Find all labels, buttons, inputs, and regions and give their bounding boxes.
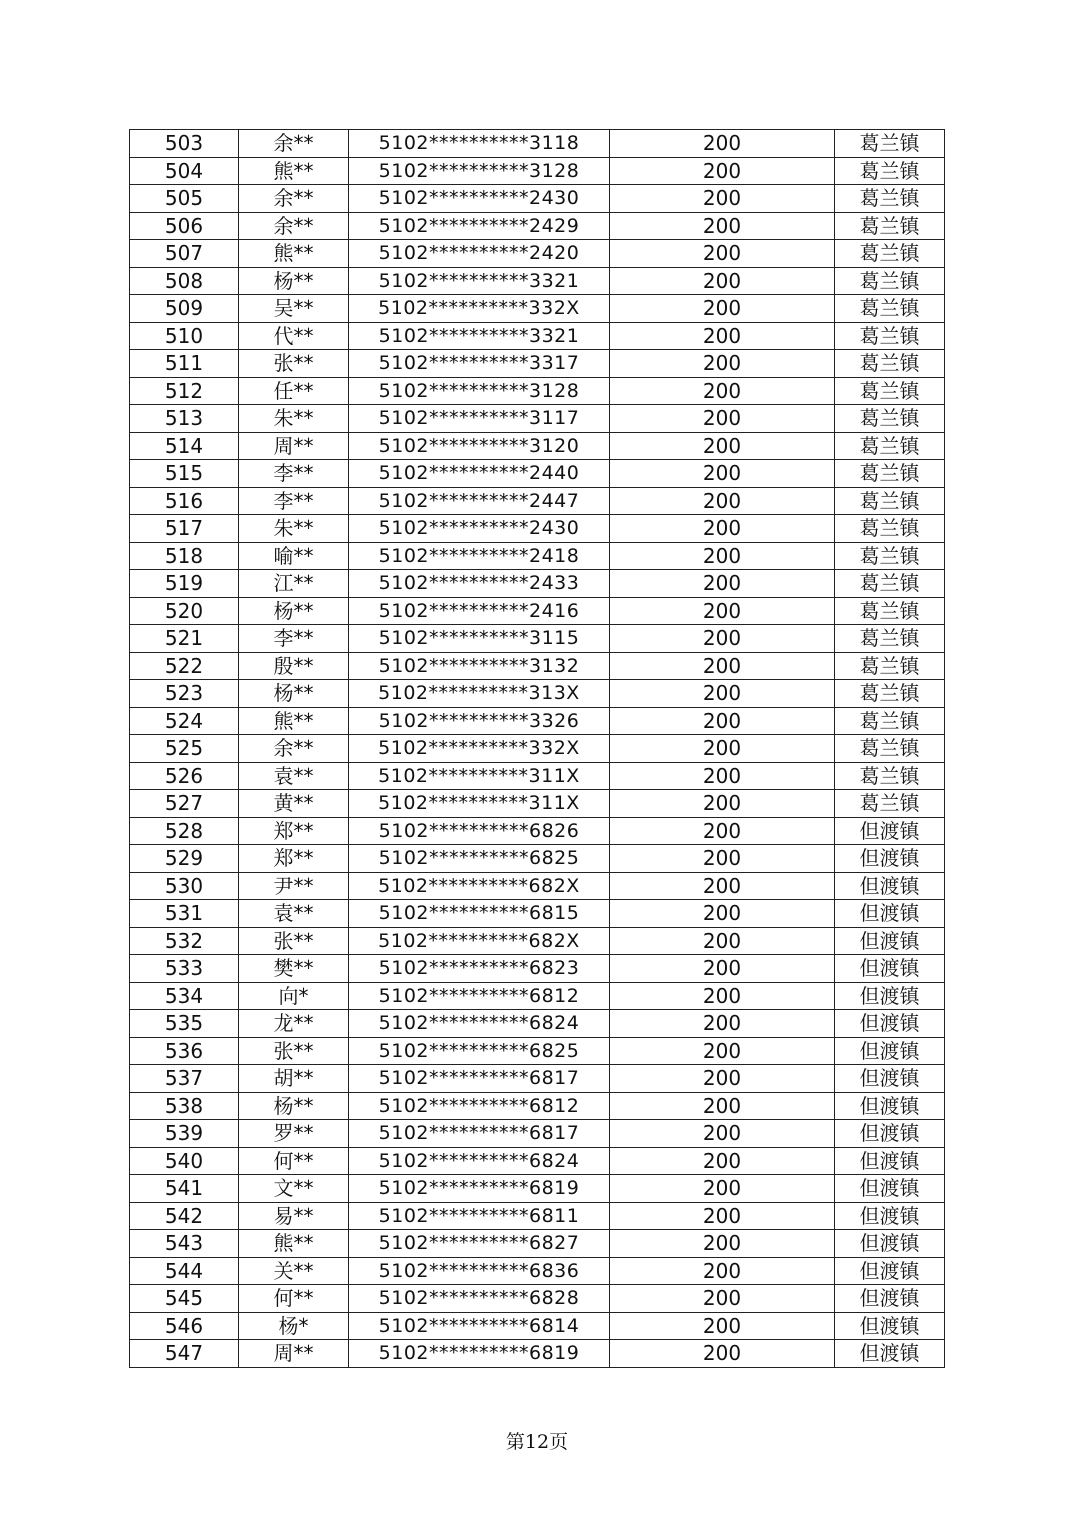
name-cell: 尹** [239, 872, 349, 900]
amount-cell: 200 [610, 350, 835, 378]
amount-cell: 200 [610, 130, 835, 158]
amount-cell: 200 [610, 680, 835, 708]
row-number-cell: 545 [130, 1285, 239, 1313]
town-cell: 但渡镇 [835, 955, 945, 983]
amount-cell: 200 [610, 240, 835, 268]
id-number-cell: 5102**********6811 [349, 1202, 610, 1230]
id-number-cell: 5102**********6823 [349, 955, 610, 983]
row-number-cell: 540 [130, 1147, 239, 1175]
name-cell: 张** [239, 1037, 349, 1065]
name-cell: 江** [239, 570, 349, 598]
name-cell: 向* [239, 982, 349, 1010]
row-number-cell: 506 [130, 212, 239, 240]
town-cell: 但渡镇 [835, 1202, 945, 1230]
name-cell: 余** [239, 735, 349, 763]
amount-cell: 200 [610, 1065, 835, 1093]
row-number-cell: 529 [130, 845, 239, 873]
id-number-cell: 5102**********2440 [349, 460, 610, 488]
row-number-cell: 538 [130, 1092, 239, 1120]
row-number-cell: 544 [130, 1257, 239, 1285]
amount-cell: 200 [610, 1092, 835, 1120]
table-row [130, 212, 945, 240]
id-number-cell: 5102**********6824 [349, 1010, 610, 1038]
name-cell: 李** [239, 460, 349, 488]
table-row [130, 955, 945, 983]
town-cell: 但渡镇 [835, 1147, 945, 1175]
town-cell: 葛兰镇 [835, 157, 945, 185]
town-cell: 葛兰镇 [835, 460, 945, 488]
id-number-cell: 5102**********3317 [349, 350, 610, 378]
town-cell: 葛兰镇 [835, 185, 945, 213]
town-cell: 但渡镇 [835, 1340, 945, 1368]
table-row [130, 432, 945, 460]
row-number-cell: 541 [130, 1175, 239, 1203]
id-number-cell: 5102**********2420 [349, 240, 610, 268]
id-number-cell: 5102**********3321 [349, 267, 610, 295]
name-cell: 周** [239, 432, 349, 460]
town-cell: 葛兰镇 [835, 625, 945, 653]
town-cell: 但渡镇 [835, 1175, 945, 1203]
town-cell: 葛兰镇 [835, 570, 945, 598]
town-cell: 但渡镇 [835, 1312, 945, 1340]
id-number-cell: 5102**********3117 [349, 405, 610, 433]
town-cell: 葛兰镇 [835, 350, 945, 378]
id-number-cell: 5102**********311X [349, 790, 610, 818]
amount-cell: 200 [610, 652, 835, 680]
amount-cell: 200 [610, 707, 835, 735]
row-number-cell: 519 [130, 570, 239, 598]
page-number: 第12页 [505, 1431, 569, 1453]
table-row [130, 405, 945, 433]
id-number-cell: 5102**********313X [349, 680, 610, 708]
name-cell: 黄** [239, 790, 349, 818]
amount-cell: 200 [610, 185, 835, 213]
id-number-cell: 5102**********311X [349, 762, 610, 790]
table-row [130, 652, 945, 680]
name-cell: 喻** [239, 542, 349, 570]
amount-cell: 200 [610, 1120, 835, 1148]
name-cell: 樊** [239, 955, 349, 983]
row-number-cell: 534 [130, 982, 239, 1010]
row-number-cell: 539 [130, 1120, 239, 1148]
id-number-cell: 5102**********6817 [349, 1065, 610, 1093]
name-cell: 郑** [239, 817, 349, 845]
id-number-cell: 5102**********6825 [349, 845, 610, 873]
id-number-cell: 5102**********6814 [349, 1312, 610, 1340]
table-row [130, 735, 945, 763]
table-row [130, 570, 945, 598]
id-number-cell: 5102**********3321 [349, 322, 610, 350]
row-number-cell: 546 [130, 1312, 239, 1340]
name-cell: 郑** [239, 845, 349, 873]
id-number-cell: 5102**********6825 [349, 1037, 610, 1065]
amount-cell: 200 [610, 872, 835, 900]
id-number-cell: 5102**********3128 [349, 377, 610, 405]
table-row [130, 515, 945, 543]
town-cell: 葛兰镇 [835, 762, 945, 790]
name-cell: 袁** [239, 900, 349, 928]
amount-cell: 200 [610, 405, 835, 433]
table-row [130, 1120, 945, 1148]
table-row [130, 350, 945, 378]
amount-cell: 200 [610, 762, 835, 790]
row-number-cell: 524 [130, 707, 239, 735]
amount-cell: 200 [610, 817, 835, 845]
row-number-cell: 543 [130, 1230, 239, 1258]
town-cell: 葛兰镇 [835, 652, 945, 680]
row-number-cell: 522 [130, 652, 239, 680]
table-row [130, 1312, 945, 1340]
town-cell: 葛兰镇 [835, 790, 945, 818]
id-number-cell: 5102**********6812 [349, 982, 610, 1010]
id-number-cell: 5102**********2429 [349, 212, 610, 240]
amount-cell: 200 [610, 515, 835, 543]
row-number-cell: 530 [130, 872, 239, 900]
name-cell: 周** [239, 1340, 349, 1368]
town-cell: 葛兰镇 [835, 267, 945, 295]
id-number-cell: 5102**********2418 [349, 542, 610, 570]
row-number-cell: 533 [130, 955, 239, 983]
amount-cell: 200 [610, 1340, 835, 1368]
name-cell: 杨** [239, 1092, 349, 1120]
id-number-cell: 5102**********332X [349, 735, 610, 763]
amount-cell: 200 [610, 432, 835, 460]
name-cell: 杨** [239, 680, 349, 708]
row-number-cell: 527 [130, 790, 239, 818]
table-row [130, 267, 945, 295]
amount-cell: 200 [610, 212, 835, 240]
name-cell: 关** [239, 1257, 349, 1285]
row-number-cell: 515 [130, 460, 239, 488]
table-row [130, 817, 945, 845]
table-row [130, 900, 945, 928]
row-number-cell: 516 [130, 487, 239, 515]
row-number-cell: 542 [130, 1202, 239, 1230]
id-number-cell: 5102**********3132 [349, 652, 610, 680]
row-number-cell: 504 [130, 157, 239, 185]
row-number-cell: 512 [130, 377, 239, 405]
name-cell: 余** [239, 185, 349, 213]
row-number-cell: 532 [130, 927, 239, 955]
amount-cell: 200 [610, 1010, 835, 1038]
table-row [130, 1037, 945, 1065]
amount-cell: 200 [610, 597, 835, 625]
amount-cell: 200 [610, 982, 835, 1010]
town-cell: 葛兰镇 [835, 707, 945, 735]
table-row [130, 1257, 945, 1285]
table-row [130, 1175, 945, 1203]
table-row [130, 542, 945, 570]
town-cell: 葛兰镇 [835, 377, 945, 405]
row-number-cell: 511 [130, 350, 239, 378]
table-row [130, 982, 945, 1010]
table-row [130, 927, 945, 955]
name-cell: 代** [239, 322, 349, 350]
table-row [130, 1147, 945, 1175]
name-cell: 罗** [239, 1120, 349, 1148]
name-cell: 何** [239, 1285, 349, 1313]
id-number-cell: 5102**********6828 [349, 1285, 610, 1313]
name-cell: 袁** [239, 762, 349, 790]
table-body [130, 130, 945, 1368]
amount-cell: 200 [610, 735, 835, 763]
town-cell: 但渡镇 [835, 1120, 945, 1148]
town-cell: 但渡镇 [835, 872, 945, 900]
amount-cell: 200 [610, 460, 835, 488]
recipient-table [129, 129, 945, 1368]
amount-cell: 200 [610, 1312, 835, 1340]
name-cell: 熊** [239, 707, 349, 735]
town-cell: 葛兰镇 [835, 432, 945, 460]
name-cell: 熊** [239, 240, 349, 268]
town-cell: 但渡镇 [835, 817, 945, 845]
town-cell: 但渡镇 [835, 1230, 945, 1258]
id-number-cell: 5102**********6824 [349, 1147, 610, 1175]
id-number-cell: 5102**********6826 [349, 817, 610, 845]
row-number-cell: 547 [130, 1340, 239, 1368]
town-cell: 葛兰镇 [835, 542, 945, 570]
name-cell: 胡** [239, 1065, 349, 1093]
town-cell: 葛兰镇 [835, 515, 945, 543]
town-cell: 葛兰镇 [835, 295, 945, 323]
table-row [130, 625, 945, 653]
table-row [130, 790, 945, 818]
amount-cell: 200 [610, 487, 835, 515]
id-number-cell: 5102**********3326 [349, 707, 610, 735]
name-cell: 余** [239, 130, 349, 158]
id-number-cell: 5102**********6836 [349, 1257, 610, 1285]
amount-cell: 200 [610, 845, 835, 873]
town-cell: 葛兰镇 [835, 405, 945, 433]
amount-cell: 200 [610, 625, 835, 653]
table-row [130, 460, 945, 488]
amount-cell: 200 [610, 790, 835, 818]
town-cell: 葛兰镇 [835, 322, 945, 350]
town-cell: 但渡镇 [835, 1065, 945, 1093]
id-number-cell: 5102**********6815 [349, 900, 610, 928]
town-cell: 葛兰镇 [835, 735, 945, 763]
town-cell: 但渡镇 [835, 1037, 945, 1065]
name-cell: 吴** [239, 295, 349, 323]
amount-cell: 200 [610, 900, 835, 928]
table-row [130, 1092, 945, 1120]
amount-cell: 200 [610, 927, 835, 955]
table-row [130, 1010, 945, 1038]
name-cell: 杨* [239, 1312, 349, 1340]
table-row [130, 1285, 945, 1313]
row-number-cell: 505 [130, 185, 239, 213]
name-cell: 殷** [239, 652, 349, 680]
row-number-cell: 536 [130, 1037, 239, 1065]
town-cell: 葛兰镇 [835, 487, 945, 515]
amount-cell: 200 [610, 1147, 835, 1175]
town-cell: 葛兰镇 [835, 130, 945, 158]
name-cell: 余** [239, 212, 349, 240]
amount-cell: 200 [610, 570, 835, 598]
amount-cell: 200 [610, 1230, 835, 1258]
id-number-cell: 5102**********682X [349, 927, 610, 955]
id-number-cell: 5102**********3118 [349, 130, 610, 158]
row-number-cell: 507 [130, 240, 239, 268]
name-cell: 杨** [239, 597, 349, 625]
id-number-cell: 5102**********2430 [349, 185, 610, 213]
row-number-cell: 503 [130, 130, 239, 158]
row-number-cell: 517 [130, 515, 239, 543]
name-cell: 李** [239, 487, 349, 515]
table-row [130, 1065, 945, 1093]
town-cell: 葛兰镇 [835, 212, 945, 240]
id-number-cell: 5102**********3115 [349, 625, 610, 653]
row-number-cell: 521 [130, 625, 239, 653]
name-cell: 任** [239, 377, 349, 405]
amount-cell: 200 [610, 1202, 835, 1230]
row-number-cell: 526 [130, 762, 239, 790]
amount-cell: 200 [610, 1257, 835, 1285]
row-number-cell: 520 [130, 597, 239, 625]
id-number-cell: 5102**********6819 [349, 1340, 610, 1368]
town-cell: 葛兰镇 [835, 680, 945, 708]
row-number-cell: 510 [130, 322, 239, 350]
town-cell: 但渡镇 [835, 1092, 945, 1120]
table-row [130, 487, 945, 515]
town-cell: 但渡镇 [835, 845, 945, 873]
town-cell: 但渡镇 [835, 1285, 945, 1313]
town-cell: 葛兰镇 [835, 240, 945, 268]
row-number-cell: 525 [130, 735, 239, 763]
table-row [130, 597, 945, 625]
table-row [130, 1202, 945, 1230]
row-number-cell: 518 [130, 542, 239, 570]
amount-cell: 200 [610, 1175, 835, 1203]
amount-cell: 200 [610, 377, 835, 405]
id-number-cell: 5102**********6827 [349, 1230, 610, 1258]
row-number-cell: 509 [130, 295, 239, 323]
town-cell: 但渡镇 [835, 982, 945, 1010]
row-number-cell: 513 [130, 405, 239, 433]
name-cell: 李** [239, 625, 349, 653]
table-row [130, 240, 945, 268]
table-row [130, 1340, 945, 1368]
name-cell: 朱** [239, 405, 349, 433]
row-number-cell: 528 [130, 817, 239, 845]
name-cell: 何** [239, 1147, 349, 1175]
amount-cell: 200 [610, 157, 835, 185]
name-cell: 杨** [239, 267, 349, 295]
table-row [130, 762, 945, 790]
amount-cell: 200 [610, 542, 835, 570]
id-number-cell: 5102**********2447 [349, 487, 610, 515]
name-cell: 朱** [239, 515, 349, 543]
table-row [130, 157, 945, 185]
name-cell: 文** [239, 1175, 349, 1203]
town-cell: 但渡镇 [835, 1010, 945, 1038]
name-cell: 张** [239, 927, 349, 955]
id-number-cell: 5102**********6812 [349, 1092, 610, 1120]
table-row [130, 680, 945, 708]
table-row [130, 185, 945, 213]
row-number-cell: 514 [130, 432, 239, 460]
amount-cell: 200 [610, 267, 835, 295]
amount-cell: 200 [610, 295, 835, 323]
id-number-cell: 5102**********2433 [349, 570, 610, 598]
id-number-cell: 5102**********2416 [349, 597, 610, 625]
id-number-cell: 5102**********3128 [349, 157, 610, 185]
name-cell: 熊** [239, 157, 349, 185]
id-number-cell: 5102**********3120 [349, 432, 610, 460]
id-number-cell: 5102**********6817 [349, 1120, 610, 1148]
id-number-cell: 5102**********682X [349, 872, 610, 900]
table-row [130, 322, 945, 350]
town-cell: 但渡镇 [835, 927, 945, 955]
row-number-cell: 523 [130, 680, 239, 708]
town-cell: 葛兰镇 [835, 597, 945, 625]
table-row [130, 295, 945, 323]
amount-cell: 200 [610, 322, 835, 350]
row-number-cell: 508 [130, 267, 239, 295]
row-number-cell: 535 [130, 1010, 239, 1038]
table-row [130, 377, 945, 405]
amount-cell: 200 [610, 955, 835, 983]
table-row [130, 1230, 945, 1258]
town-cell: 但渡镇 [835, 900, 945, 928]
amount-cell: 200 [610, 1285, 835, 1313]
id-number-cell: 5102**********2430 [349, 515, 610, 543]
table-row [130, 130, 945, 158]
amount-cell: 200 [610, 1037, 835, 1065]
row-number-cell: 531 [130, 900, 239, 928]
town-cell: 但渡镇 [835, 1257, 945, 1285]
name-cell: 熊** [239, 1230, 349, 1258]
name-cell: 张** [239, 350, 349, 378]
id-number-cell: 5102**********6819 [349, 1175, 610, 1203]
table-row [130, 707, 945, 735]
table-row [130, 845, 945, 873]
table-row [130, 872, 945, 900]
name-cell: 易** [239, 1202, 349, 1230]
id-number-cell: 5102**********332X [349, 295, 610, 323]
row-number-cell: 537 [130, 1065, 239, 1093]
name-cell: 龙** [239, 1010, 349, 1038]
